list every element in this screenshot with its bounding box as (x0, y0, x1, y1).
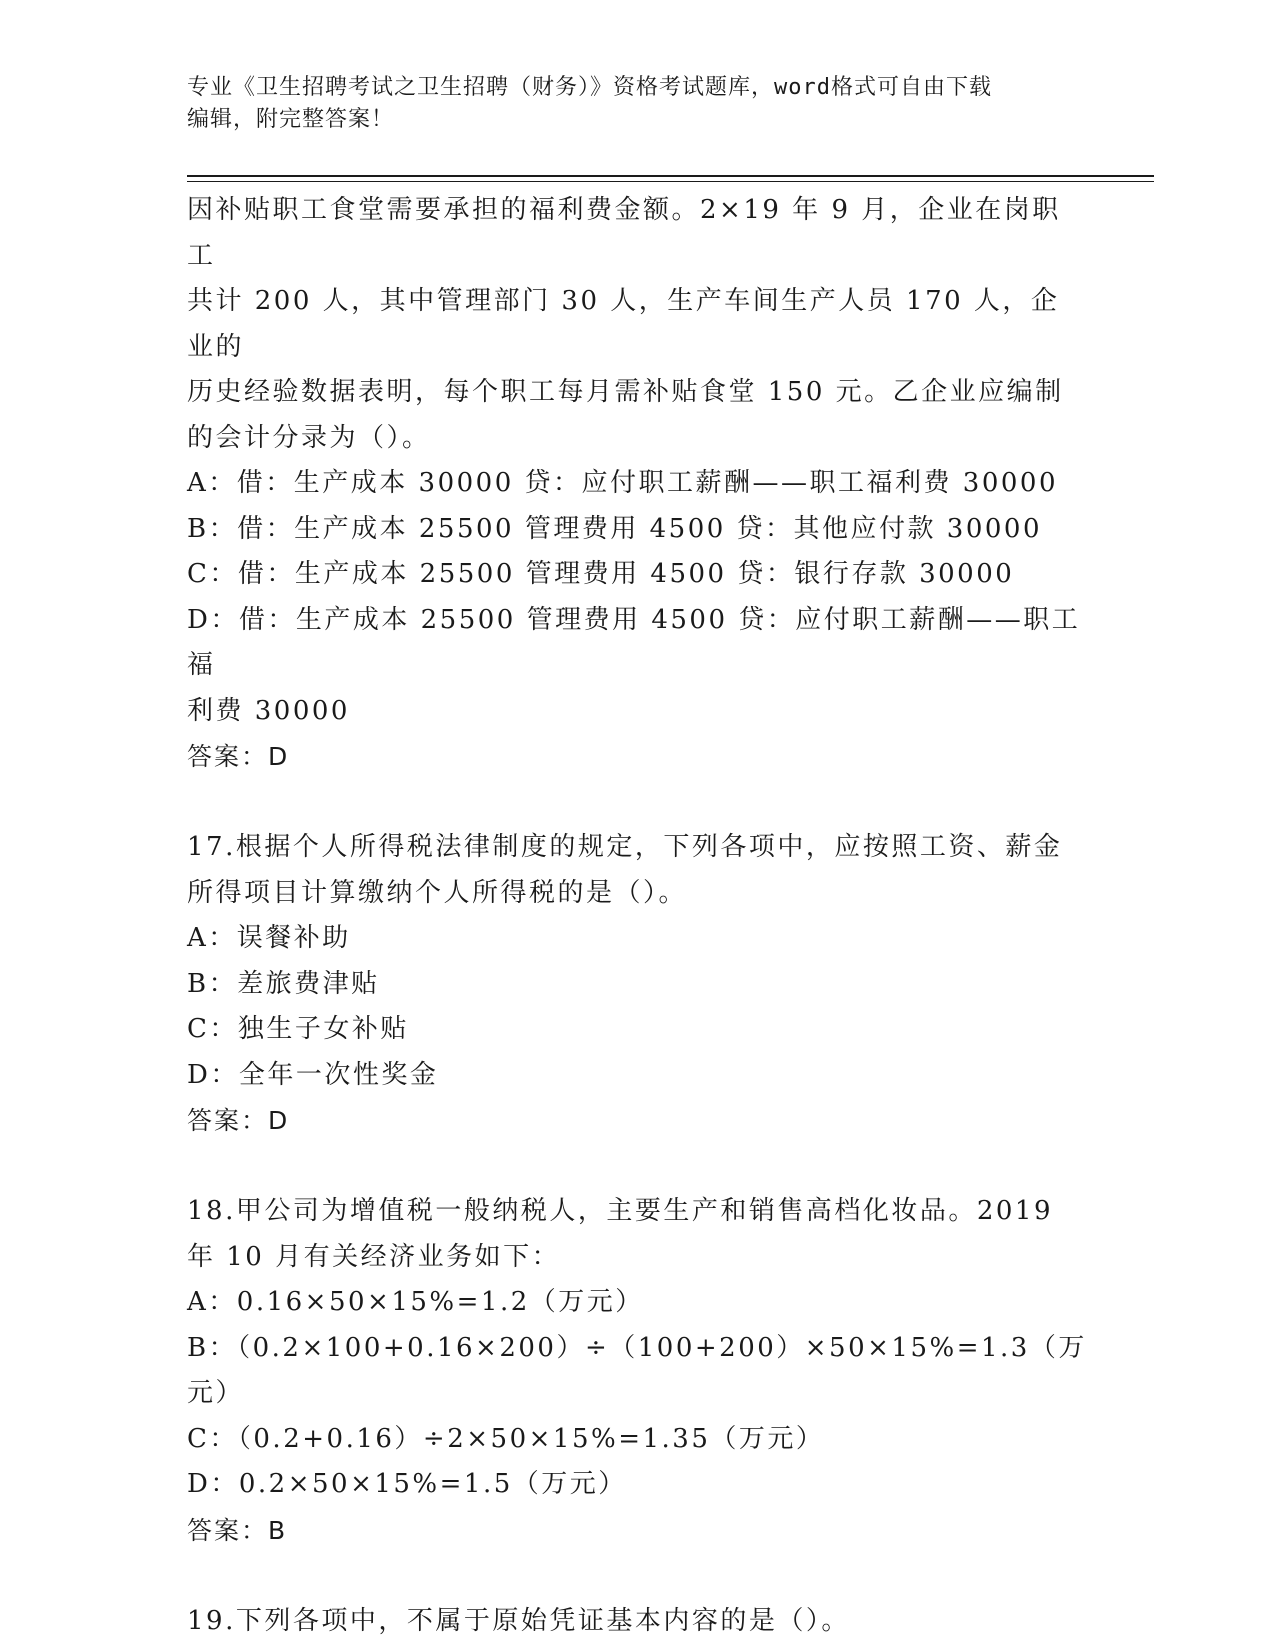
question-16-option-d-cont: 利费 30000 (187, 695, 350, 726)
question-17-option-a: A：误餐补助 (187, 923, 351, 953)
document-header (187, 72, 1087, 136)
question-16-text-line: 因补贴职工食堂需要承担的福利费金额。2×19 年 9 月，企业在岗职工 (187, 195, 1061, 271)
question-18-option-a: A：0.16×50×15%=1.2（万元） (187, 1287, 644, 1317)
question-16-text-line: 的会计分录为（）。 (187, 422, 431, 453)
question-18-answer: 答案：B (187, 1515, 288, 1545)
question-16-option-c: C：借：生产成本 25500 管理费用 4500 贷：银行存款 30000 (187, 559, 1015, 589)
question-17-text-line: 所得项目计算缴纳个人所得税的是（）。 (187, 877, 688, 908)
spacer (187, 780, 1087, 826)
question-16-text-line: 历史经验数据表明，每个职工每月需补贴食堂 150 元。乙企业应编制 (187, 377, 1064, 407)
header-line-1: 专业《卫生招聘考试之卫生招聘（财务）》资格考试题库，word格式可自由下载 (187, 75, 992, 100)
question-17-text-line: 17.根据个人所得税法律制度的规定，下列各项中，应按照工资、薪金 (187, 832, 1063, 862)
question-17-option-d: D：全年一次性奖金 (187, 1059, 439, 1090)
header-divider-thick (187, 175, 1154, 177)
question-19-block (187, 1599, 1087, 1645)
question-16-text-line: 共计 200 人，其中管理部门 30 人，生产车间生产人员 170 人，企业的 (187, 286, 1060, 362)
question-18-option-b: B：（0.2×100+0.16×200）÷（100+200）×50×15%=1.3（万元） (187, 1332, 1087, 1408)
question-17-block (187, 825, 1087, 1144)
question-16-option-d: D：借：生产成本 25500 管理费用 4500 贷：应付职工薪酬——职工福 (187, 604, 1081, 680)
question-18-option-d: D：0.2×50×15%=1.5（万元） (187, 1469, 627, 1499)
question-16-option-a: A：借：生产成本 30000 贷：应付职工薪酬——职工福利费 30000 (187, 468, 1058, 498)
question-17-option-b: B：差旅费津贴 (187, 968, 380, 999)
question-18-text-line: 年 10 月有关经济业务如下： (187, 1241, 561, 1272)
header-line-2: 编辑，附完整答案！ (187, 107, 395, 132)
question-18-block (187, 1189, 1087, 1553)
question-18-text-line: 18.甲公司为增值税一般纳税人，主要生产和销售高档化妆品。2019 (187, 1196, 1054, 1226)
question-18-option-c: C：（0.2+0.16）÷2×50×15%=1.35（万元） (187, 1423, 825, 1454)
question-19-text-line: 19.下列各项中，不属于原始凭证基本内容的是（）。 (187, 1605, 850, 1636)
spacer (187, 1144, 1087, 1190)
spacer (187, 1553, 1087, 1599)
question-17-option-c: C：独生子女补贴 (187, 1014, 409, 1044)
question-16-option-b: B：借：生产成本 25500 管理费用 4500 贷：其他应付款 30000 (187, 513, 1043, 544)
document-body (187, 188, 1087, 1644)
header-divider-thin (187, 181, 1154, 182)
question-16-block (187, 188, 1087, 780)
question-16-answer: 答案：D (187, 742, 290, 771)
question-17-answer: 答案：D (187, 1106, 290, 1135)
